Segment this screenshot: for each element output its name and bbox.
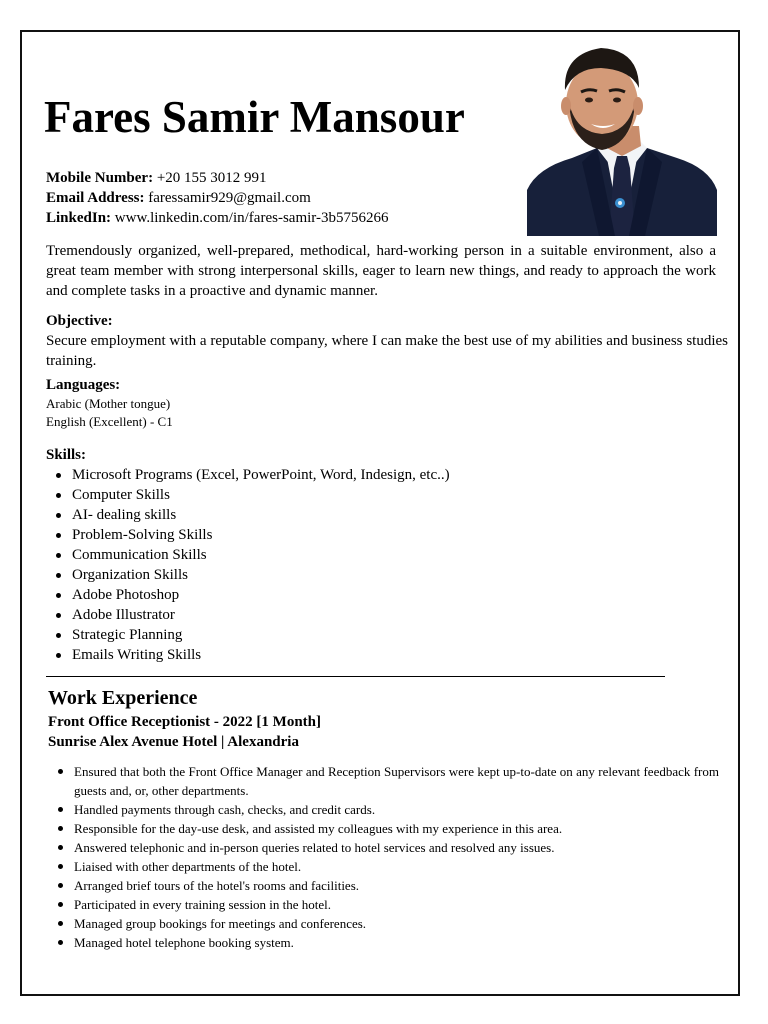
skills-heading: Skills: — [46, 447, 87, 463]
skill-item: Problem-Solving Skills — [46, 525, 728, 545]
work-experience-heading: Work Experience — [48, 687, 198, 709]
duty-item: Managed group bookings for meetings and conferences. — [48, 914, 719, 933]
linkedin-label: LinkedIn: — [46, 210, 112, 226]
summary-paragraph: Tremendously organized, well-prepared, methodical, hard-working person in a suitable environment, also a great team member with strong interpersonal skills, eager to learn new things, and ready to approach the work and complete tasks in a proactive and dynamic manner. — [46, 243, 716, 299]
duty-item: Managed hotel telephone booking system. — [48, 933, 719, 952]
section-divider — [46, 676, 665, 677]
email-label: Email Address: — [46, 190, 145, 206]
linkedin-row — [46, 208, 388, 228]
mobile-row — [46, 168, 388, 188]
applicant-name: Fares Samir Mansour — [44, 92, 465, 142]
skill-item: Organization Skills — [46, 565, 728, 585]
objective-heading: Objective: — [46, 313, 113, 329]
skill-item: Strategic Planning — [46, 625, 728, 645]
profile-photo — [527, 40, 717, 236]
skill-item: AI- dealing skills — [46, 505, 728, 525]
skills-section — [46, 446, 728, 665]
duty-item: Liaised with other departments of the hotel. — [48, 857, 719, 876]
mobile-label: Mobile Number: — [46, 170, 154, 186]
duty-item: Arranged brief tours of the hotel's rooms and facilities. — [48, 876, 719, 895]
languages-section — [46, 376, 728, 431]
skill-item: Communication Skills — [46, 545, 728, 565]
skill-item: Adobe Photoshop — [46, 585, 728, 605]
duties-list — [48, 762, 719, 952]
objective-text: Secure employment with a reputable company, where I can make the best use of my abilities and business studies training. — [46, 333, 728, 369]
duty-item: Ensured that both the Front Office Manager and Reception Supervisors were kept up-to-date on any relevant feedback from guests and, or, other departments. — [48, 762, 719, 800]
objective-section — [46, 312, 728, 371]
email-value[interactable]: faressamir929@gmail.com — [148, 190, 311, 206]
duty-item: Responsible for the day-use desk, and assisted my colleagues with my experience in this area. — [48, 819, 719, 838]
contact-block — [46, 168, 388, 228]
skills-list — [46, 465, 728, 665]
skill-item: Adobe Illustrator — [46, 605, 728, 625]
language-item: English (Excellent) - C1 — [46, 414, 173, 429]
linkedin-value[interactable]: www.linkedin.com/in/fares-samir-3b5756266 — [114, 210, 389, 226]
mobile-value: +20 155 3012 991 — [156, 170, 267, 186]
job-title: Front Office Receptionist - 2022 [1 Month] — [48, 714, 322, 730]
languages-heading: Languages: — [46, 377, 121, 393]
duty-item: Answered telephonic and in-person queries related to hotel services and resolved any issues. — [48, 838, 719, 857]
skill-item: Microsoft Programs (Excel, PowerPoint, Word, Indesign, etc..) — [46, 465, 728, 485]
email-row — [46, 188, 388, 208]
skill-item: Emails Writing Skills — [46, 645, 728, 665]
language-item: Arabic (Mother tongue) — [46, 396, 171, 411]
skill-item: Computer Skills — [46, 485, 728, 505]
duty-item: Participated in every training session in the hotel. — [48, 895, 719, 914]
job-employer: Sunrise Alex Avenue Hotel | Alexandria — [48, 734, 299, 750]
duty-item: Handled payments through cash, checks, and credit cards. — [48, 800, 719, 819]
job-duties — [48, 762, 719, 952]
